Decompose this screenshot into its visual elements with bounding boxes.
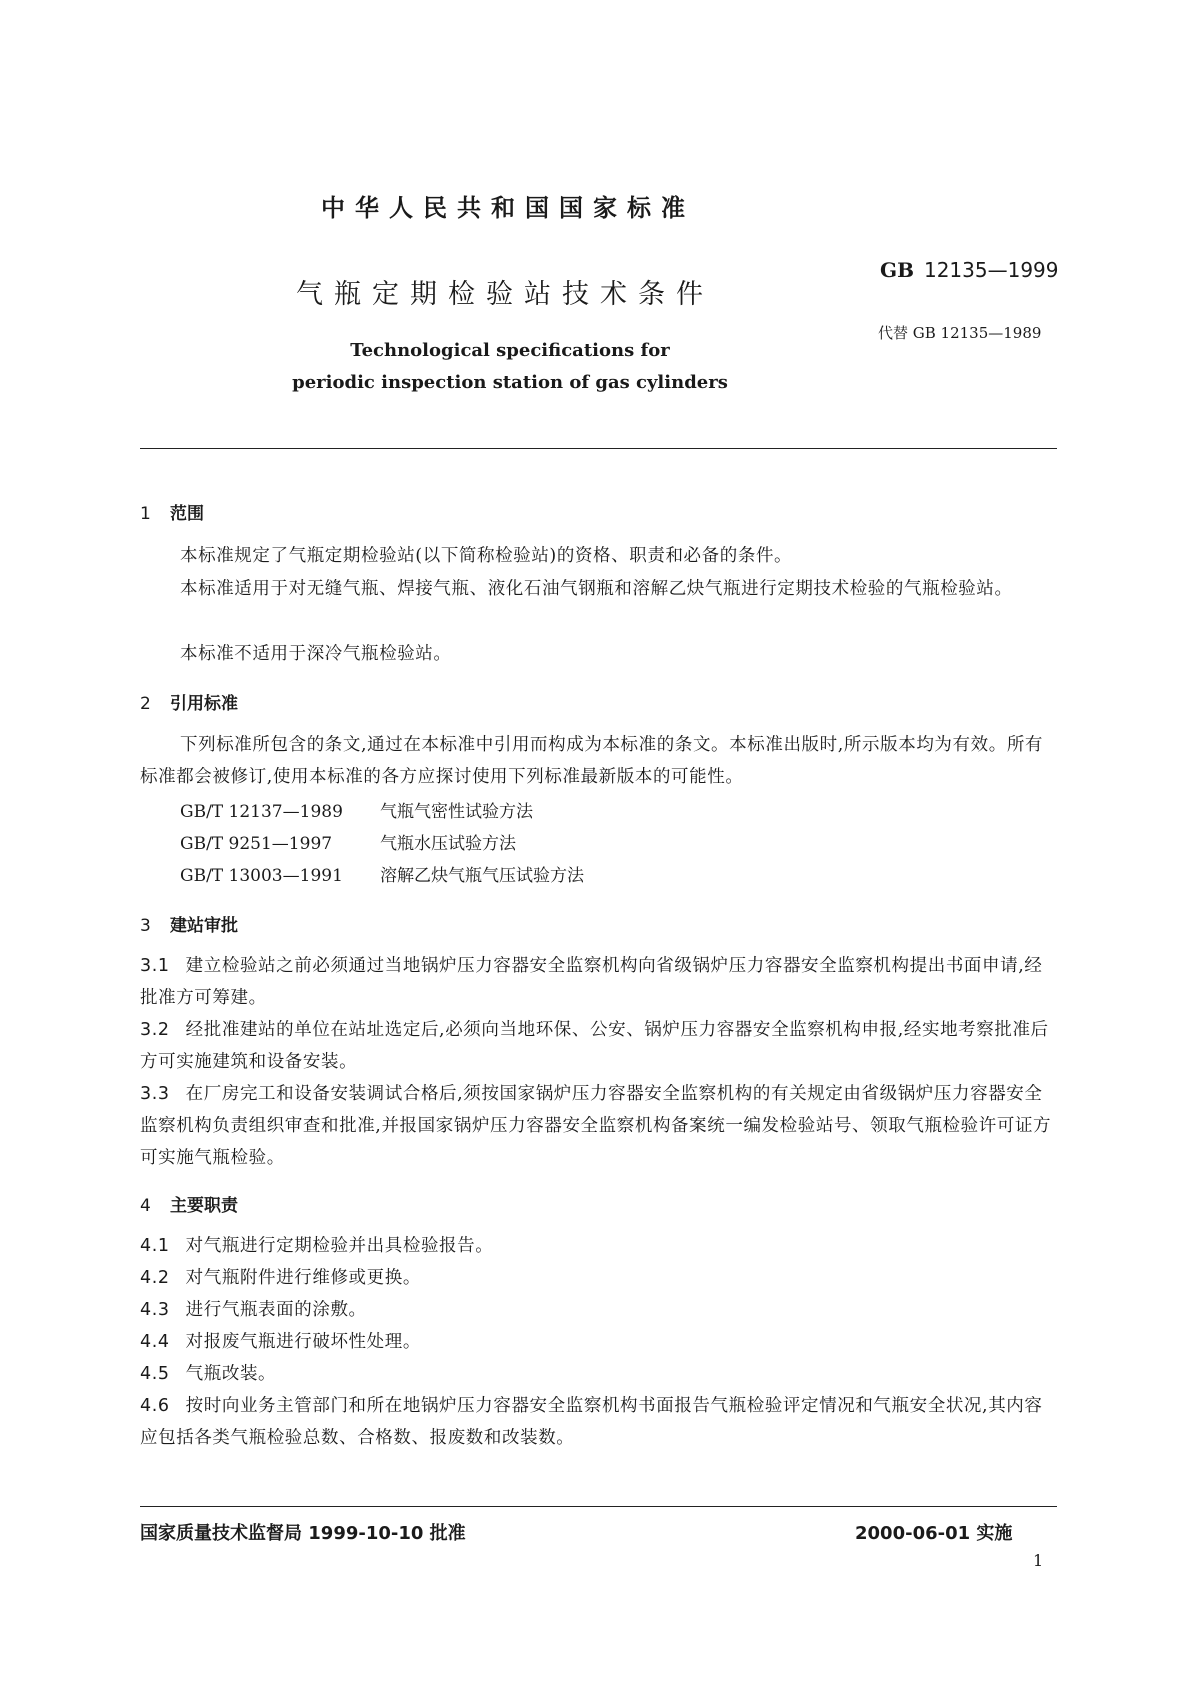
section-1-paragraph-2: 本标准适用于对无缝气瓶、焊接气瓶、液化石油气钢瓶和溶解乙炔气瓶进行定期技术检验的气瓶检验站。 xyxy=(180,579,1013,599)
clause-4-6 xyxy=(140,1390,1057,1454)
reference-item xyxy=(180,861,584,886)
section-title: 主要职责 xyxy=(170,1196,238,1216)
clause-number: 4.3 xyxy=(140,1300,170,1320)
national-standard-heading: 中华人民共和国国家标准 xyxy=(321,194,695,222)
title-chinese: 气瓶定期检验站技术条件 xyxy=(296,279,714,310)
standard-code xyxy=(880,258,1059,282)
section-2-heading xyxy=(140,689,238,714)
replaces-note: 代替 GB 12135—1989 xyxy=(878,324,1042,342)
clause-number: 4.1 xyxy=(140,1236,170,1256)
standard-code-prefix: GB xyxy=(880,258,914,282)
clause-3-2 xyxy=(140,1014,1057,1078)
clause-text: 在厂房完工和设备安装调试合格后,须按国家锅炉压力容器安全监察机构的有关规定由省级锅炉压力容器安全监察机构负责组织审查和批准,并报国家锅炉压力容器安全监察机构备案统一编发检验站号、领取气瓶检验许可证方可实施气瓶检验。 xyxy=(140,1084,1052,1168)
clause-4-4 xyxy=(140,1326,1057,1358)
implementation-date: 2000-06-01 实施 xyxy=(855,1523,1013,1544)
title-english-line1: Technological specifications for xyxy=(350,340,670,361)
section-4-heading xyxy=(140,1191,238,1216)
section-title: 建站审批 xyxy=(170,916,238,936)
reference-code: GB/T 13003—1991 xyxy=(180,866,343,886)
title-english xyxy=(290,335,730,399)
clause-text: 对气瓶进行定期检验并出具检验报告。 xyxy=(185,1236,494,1256)
clause-number: 4.6 xyxy=(140,1396,170,1416)
reference-item xyxy=(180,829,516,854)
clause-number: 3.2 xyxy=(140,1020,170,1040)
section-3-heading xyxy=(140,911,238,936)
section-1-heading xyxy=(140,499,204,524)
clause-text: 对报废气瓶进行破坏性处理。 xyxy=(185,1332,421,1352)
clause-3-3 xyxy=(140,1078,1057,1174)
clause-4-5 xyxy=(140,1358,1057,1390)
clause-text: 建立检验站之前必须通过当地锅炉压力容器安全监察机构向省级锅炉压力容器安全监察机构提出书面申请,经批准方可筹建。 xyxy=(140,956,1043,1008)
footer-divider xyxy=(140,1506,1057,1507)
clause-4-2 xyxy=(140,1262,1057,1294)
page-number: 1 xyxy=(1033,1551,1044,1570)
clause-text: 经批准建站的单位在站址选定后,必须向当地环保、公安、锅炉压力容器安全监察机构申报,经实地考察批准后方可实施建筑和设备安装。 xyxy=(140,1020,1049,1072)
reference-code: GB/T 12137—1989 xyxy=(180,802,343,822)
clause-text: 气瓶改装。 xyxy=(185,1364,277,1384)
clause-4-1 xyxy=(140,1230,1057,1262)
reference-name: 气瓶水压试验方法 xyxy=(380,834,516,854)
clause-number: 3.3 xyxy=(140,1084,170,1104)
clause-number: 4.5 xyxy=(140,1364,170,1384)
clause-3-1 xyxy=(140,950,1057,1014)
reference-name: 气瓶气密性试验方法 xyxy=(380,802,533,822)
section-number: 1 xyxy=(140,504,151,524)
section-title: 引用标准 xyxy=(170,694,238,714)
reference-name: 溶解乙炔气瓶气压试验方法 xyxy=(380,866,584,886)
section-title: 范围 xyxy=(170,504,204,524)
section-2-paragraph-1: 下列标准所包含的条文,通过在本标准中引用而构成为本标准的条文。本标准出版时,所示版本均为有效。所有标准都会被修订,使用本标准的各方应探讨使用下列标准最新版本的可能性。 xyxy=(140,735,1044,787)
clause-text: 进行气瓶表面的涂敷。 xyxy=(185,1300,367,1320)
clause-number: 4.4 xyxy=(140,1332,170,1352)
standard-code-number: 12135—1999 xyxy=(923,258,1059,282)
clause-text: 对气瓶附件进行维修或更换。 xyxy=(185,1268,421,1288)
reference-item xyxy=(180,797,533,822)
section-1-paragraph-3: 本标准不适用于深冷气瓶检验站。 xyxy=(180,644,452,664)
section-number: 2 xyxy=(140,694,151,714)
approval-line: 国家质量技术监督局 1999-10-10 批准 xyxy=(140,1523,466,1544)
section-number: 4 xyxy=(140,1196,151,1216)
clause-4-3 xyxy=(140,1294,1057,1326)
clause-number: 3.1 xyxy=(140,956,170,976)
clause-text: 按时向业务主管部门和所在地锅炉压力容器安全监察机构书面报告气瓶检验评定情况和气瓶安全状况,其内容应包括各类气瓶检验总数、合格数、报废数和改装数。 xyxy=(140,1396,1043,1448)
header-divider xyxy=(140,448,1057,449)
section-number: 3 xyxy=(140,916,151,936)
title-english-line2: periodic inspection station of gas cylinders xyxy=(292,372,728,393)
section-1-paragraph-1: 本标准规定了气瓶定期检验站(以下简称检验站)的资格、职责和必备的条件。 xyxy=(180,546,793,566)
clause-number: 4.2 xyxy=(140,1268,170,1288)
reference-code: GB/T 9251—1997 xyxy=(180,834,333,854)
